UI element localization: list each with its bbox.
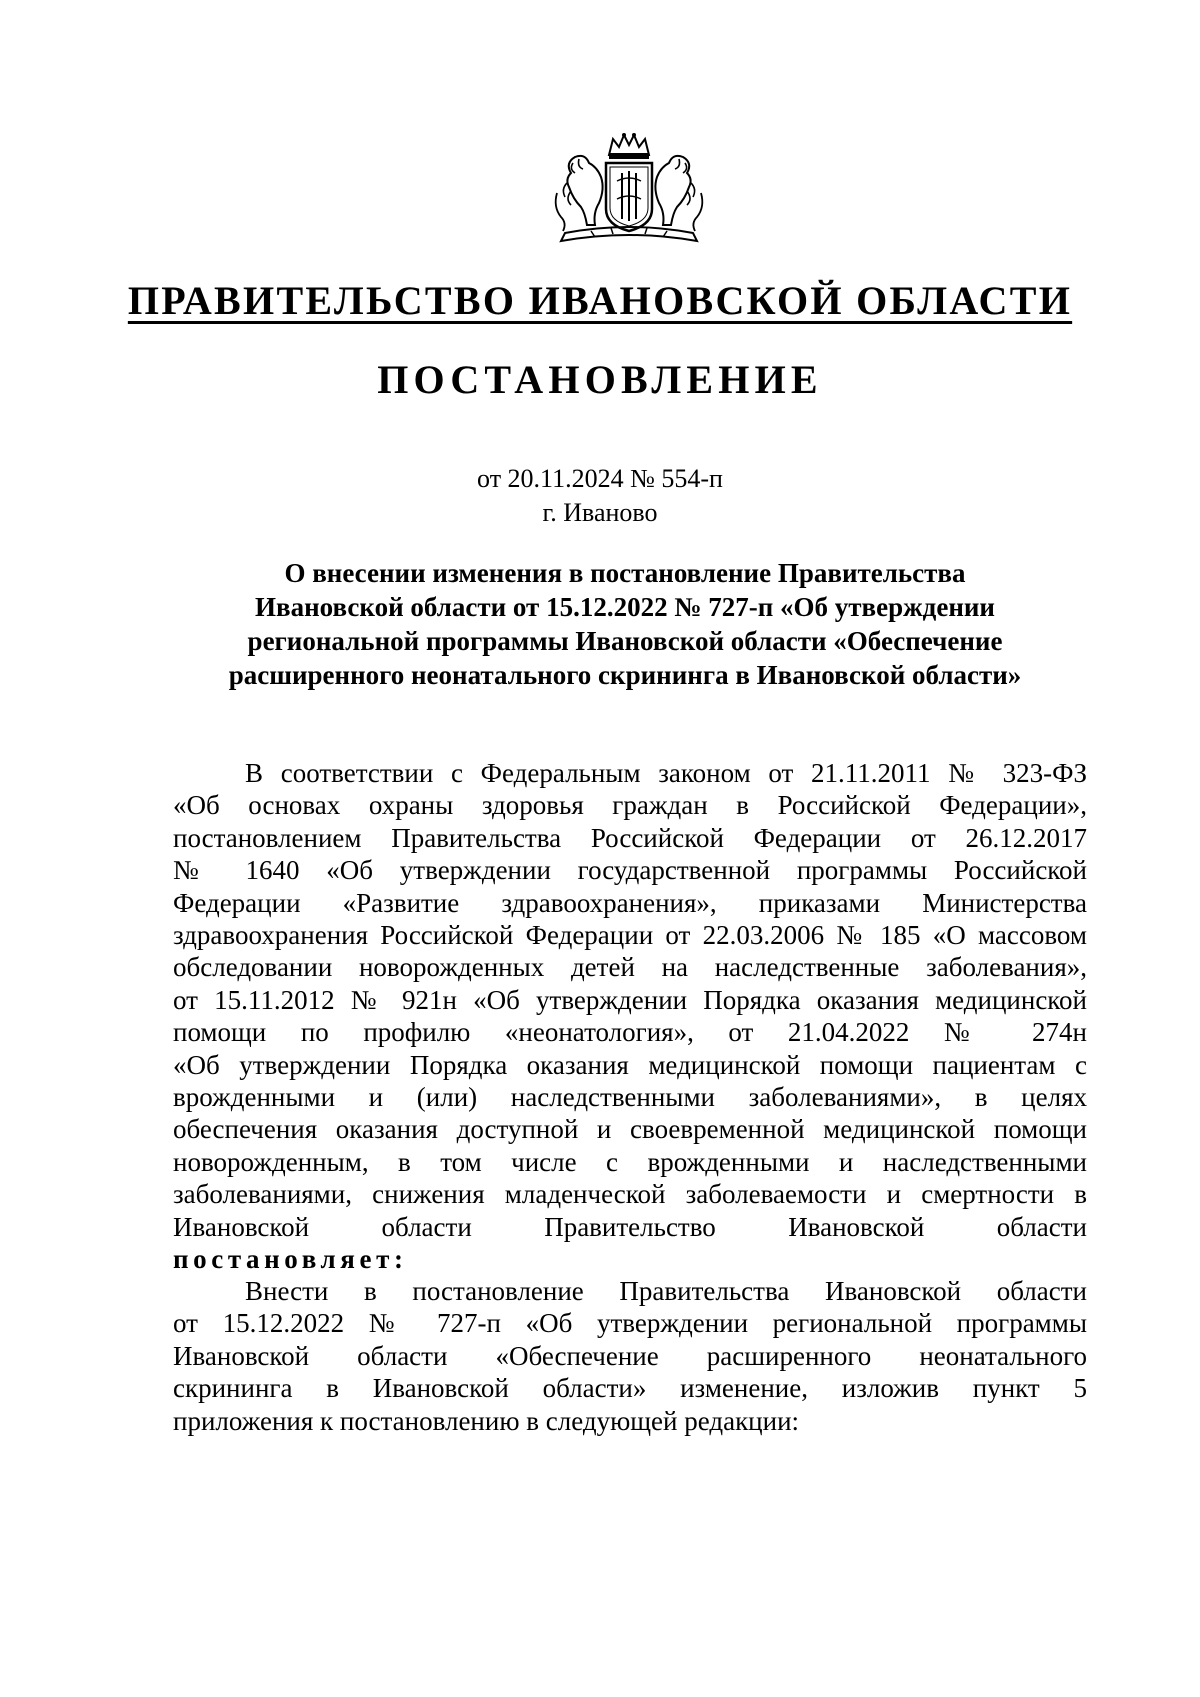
text-line: заболеваниями, снижения младенческой заболеваемости и смертности в: [173, 1179, 1087, 1210]
text-line: обследовании новорожденных детей на наследственные заболевания»,: [173, 952, 1087, 983]
text-line: Ивановской области «Обеспечение расширенного неонатального: [173, 1340, 1087, 1371]
text-line: врожденными и (или) наследственными заболеваниями», в целях: [173, 1082, 1087, 1113]
preamble-paragraph: [173, 757, 1087, 1276]
text-line: от 15.11.2012 № 921н «Об утверждении Порядка оказания медицинской: [173, 984, 1087, 1015]
text-line: приложения к постановлению в следующей редакции:: [173, 1405, 800, 1436]
text-line: Федерации «Развитие здравоохранения», приказами Министерства: [173, 887, 1087, 918]
text-line: новорожденным, в том числе с врожденными и наследственными: [173, 1146, 1087, 1177]
text-line: Ивановской области Правительство Ивановской области: [173, 1211, 1087, 1242]
document-type-heading: ПОСТАНОВЛЕНИЕ: [377, 357, 823, 402]
subject-line: региональной программы Ивановской области «Обеспечение: [247, 626, 1003, 656]
text-line: [173, 1243, 1087, 1275]
subject-line: Ивановской области от 15.12.2022 № 727-п «Об утверждении: [255, 592, 995, 622]
document-subject: [150, 556, 1100, 692]
text-line: «Об утверждении Порядка оказания медицинской помощи пациентам с: [173, 1049, 1087, 1080]
text-line: постановлением Правительства Российской Федерации от 26.12.2017: [173, 822, 1087, 853]
operative-paragraph: [173, 1275, 1087, 1437]
organization-title: ПРАВИТЕЛЬСТВО ИВАНОВСКОЙ ОБЛАСТИ: [127, 278, 1073, 323]
text-line: «Об основах охраны здоровья граждан в Российской Федерации»,: [173, 790, 1087, 821]
coat-of-arms-icon: [551, 133, 707, 243]
resolves-word: постановляет:: [173, 1244, 408, 1275]
text-line: скрининга в Ивановской области» изменение, изложив пункт 5: [173, 1373, 1087, 1404]
text-line: от 15.12.2022 № 727-п «Об утверждении региональной программы: [173, 1308, 1087, 1339]
text-line: здравоохранения Российской Федерации от 22.03.2006 № 185 «О массовом: [173, 920, 1087, 951]
text-line: Внести в постановление Правительства Ивановской области: [245, 1276, 1087, 1306]
document-city: г. Иваново: [542, 498, 658, 527]
text-line: обеспечения оказания доступной и своевременной медицинской помощи: [173, 1114, 1087, 1145]
document-date-number: от 20.11.2024 № 554-п: [477, 464, 723, 493]
text-line: помощи по профилю «неонатология», от 21.04.2022 № 274н: [173, 1017, 1087, 1048]
text-line: № 1640 «Об утверждении государственной программы Российской: [173, 855, 1087, 886]
text-line: В соответствии с Федеральным законом от 21.11.2011 № 323-ФЗ: [245, 758, 1087, 788]
subject-line: О внесении изменения в постановление Правительства: [284, 558, 966, 588]
subject-line: расширенного неонатального скрининга в Ивановской области»: [228, 660, 1022, 690]
